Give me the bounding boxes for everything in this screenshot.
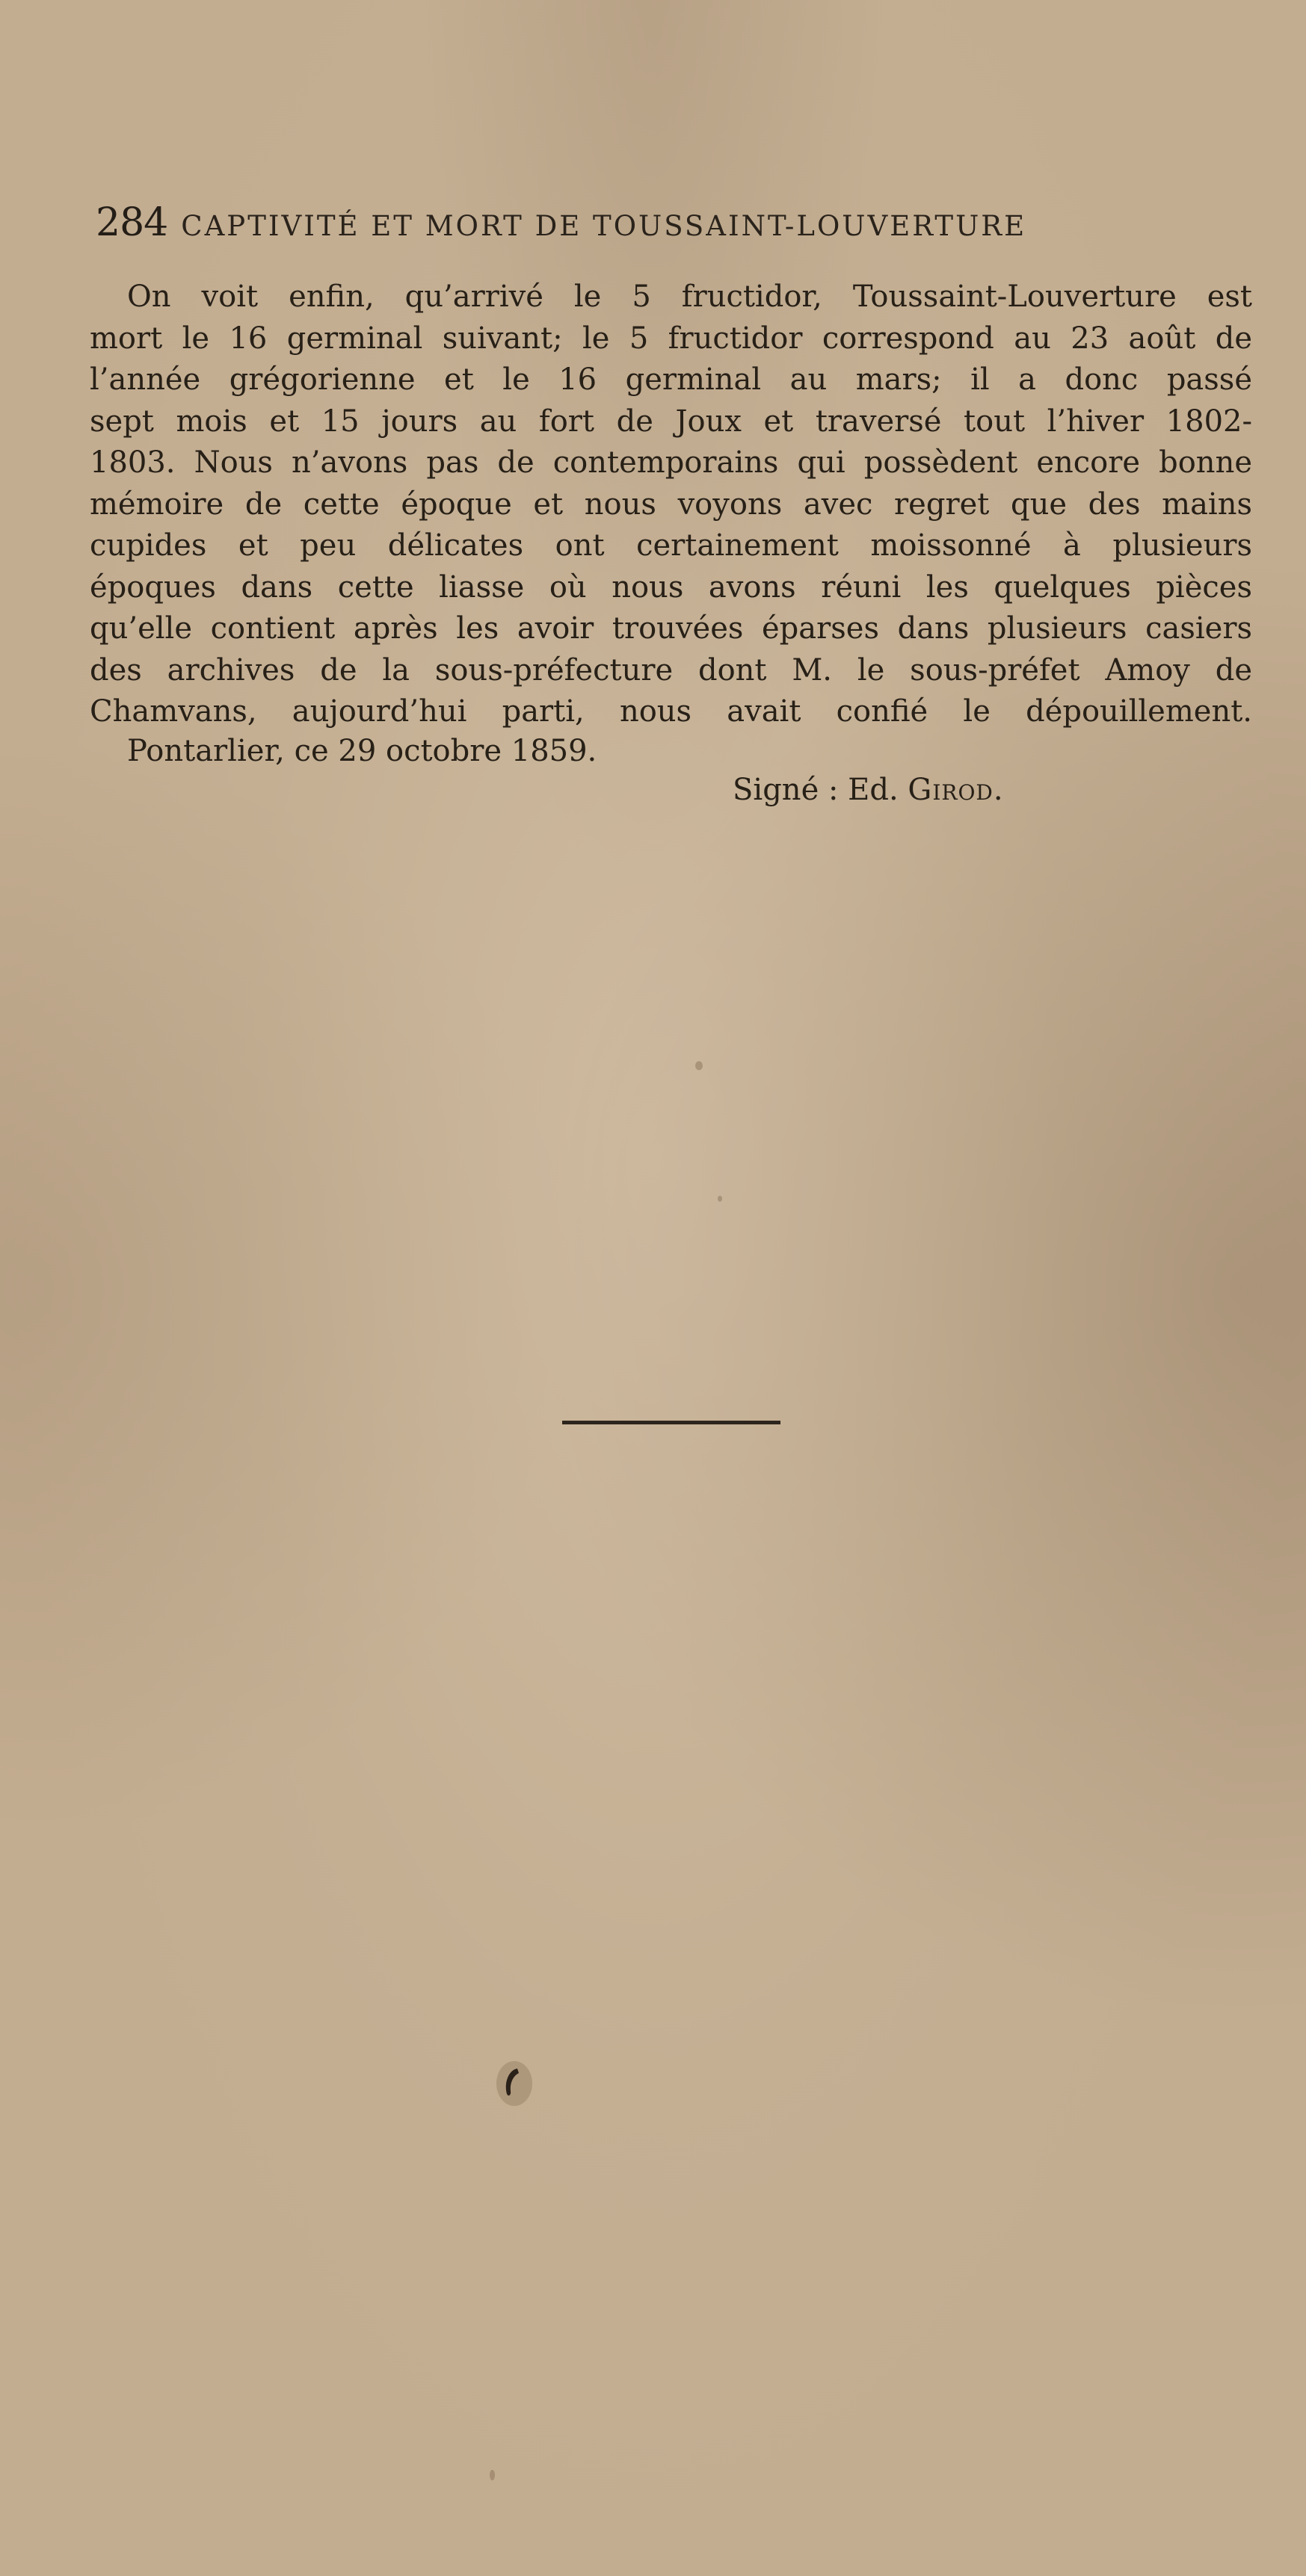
text-line: des archives de la sous-préfecture dont M. le sous-préfet Amoy de bbox=[90, 652, 1252, 688]
paper-speck bbox=[718, 1196, 722, 1202]
place-date-line: Pontarlier, ce 29 octobre 1859. bbox=[127, 734, 597, 768]
signature-line bbox=[733, 773, 1003, 807]
paper-speck bbox=[490, 2470, 495, 2480]
text-line: sept mois et 15 jours au fort de Joux et traversé tout l’hiver 1802- bbox=[90, 404, 1252, 439]
text-line: qu’elle contient après les avoir trouvées éparses dans plusieurs casiers bbox=[90, 611, 1252, 646]
signature-suffix: . bbox=[993, 773, 1003, 807]
body-paragraph bbox=[90, 277, 1252, 733]
text-line: 1803. Nous n’avons pas de contemporains qui possèdent encore bonne bbox=[90, 445, 1252, 480]
paper-speck bbox=[695, 1061, 703, 1070]
text-line: On voit enfin, qu’arrivé le 5 fructidor, Toussaint-Louverture est bbox=[127, 279, 1252, 314]
signature-prefix: Signé : Ed. bbox=[733, 773, 908, 807]
section-end-rule bbox=[562, 1421, 780, 1424]
page-header bbox=[96, 200, 1217, 253]
text-line: l’année grégorienne et le 16 germinal au mars; il a donc passé bbox=[90, 362, 1252, 397]
text-line: époques dans cette liasse où nous avons réuni les quelques pièces bbox=[90, 569, 1252, 605]
text-line: mémoire de cette époque et nous voyons avec regret que des mains bbox=[90, 487, 1252, 522]
text-line: Chamvans, aujourd’hui parti, nous avait confié le dépouillement. bbox=[90, 694, 1252, 729]
text-line: cupides et peu délicates ont certainement moissonné à plusieurs bbox=[90, 528, 1252, 563]
running-title: CAPTIVITÉ ET MORT DE TOUSSAINT-LOUVERTURE bbox=[181, 210, 1027, 242]
ink-stain-mark bbox=[487, 2048, 540, 2115]
page-number: 284 bbox=[96, 200, 168, 245]
text-line: mort le 16 germinal suivant; le 5 fructidor correspond au 23 août de bbox=[90, 321, 1252, 356]
signature-name: Girod bbox=[908, 773, 994, 807]
